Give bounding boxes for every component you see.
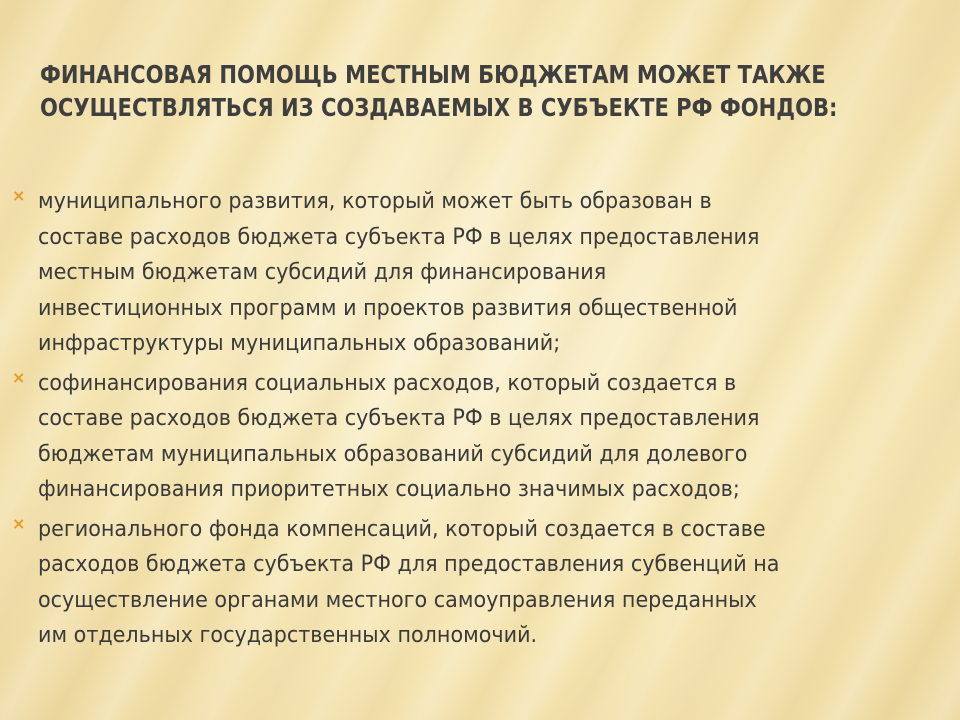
bullet-line: расходов бюджета субъекта РФ для предоставления субвенций на xyxy=(38,551,780,577)
x-bullet-icon: × xyxy=(12,186,26,205)
title-line: ФИНАНСОВАЯ ПОМОЩЬ МЕСТНЫМ БЮДЖЕТАМ МОЖЕТ ТАКЖЕ xyxy=(40,60,826,89)
bullet-line: местным бюджетам субсидий для финансирования xyxy=(38,259,607,285)
bullet-line: софинансирования социальных расходов, который создается в xyxy=(38,369,737,396)
x-bullet-icon: × xyxy=(12,367,26,387)
bullet-line: инфраструктуры муниципальных образований; xyxy=(38,330,561,356)
x-bullet-icon: × xyxy=(12,513,26,533)
bullet-line: инвестиционных программ и проектов развития общественной xyxy=(38,294,738,321)
bullet-line: муниципального развития, который может быть образован в xyxy=(38,188,712,214)
bullet-text xyxy=(38,512,930,654)
bullet-list xyxy=(8,184,938,658)
bullet-line: осуществление органами местного самоуправления переданных xyxy=(38,586,757,613)
bullet-line: составе расходов бюджета субъекта РФ в целях предоставления xyxy=(38,223,760,250)
bullet-line: бюджетам муниципальных образований субсидий для долевого xyxy=(38,440,748,467)
list-item xyxy=(8,366,938,508)
list-item xyxy=(8,184,938,362)
bullet-line: финансирования приоритетных социально значимых расходов; xyxy=(38,476,740,502)
bullet-line: регионального фонда компенсаций, который создается в составе xyxy=(38,515,766,542)
bullet-line: им отдельных государственных полномочий. xyxy=(38,622,538,648)
title-line: ОСУЩЕСТВЛЯТЬСЯ ИЗ СОЗДАВАЕМЫХ В СУБЪЕКТЕ РФ ФОНДОВ: xyxy=(40,93,838,122)
slide-title xyxy=(40,58,934,124)
bullet-line: составе расходов бюджета субъекта РФ в целях предоставления xyxy=(38,405,760,431)
bullet-text xyxy=(38,184,930,362)
bullet-text xyxy=(38,366,930,508)
list-item xyxy=(8,512,938,654)
